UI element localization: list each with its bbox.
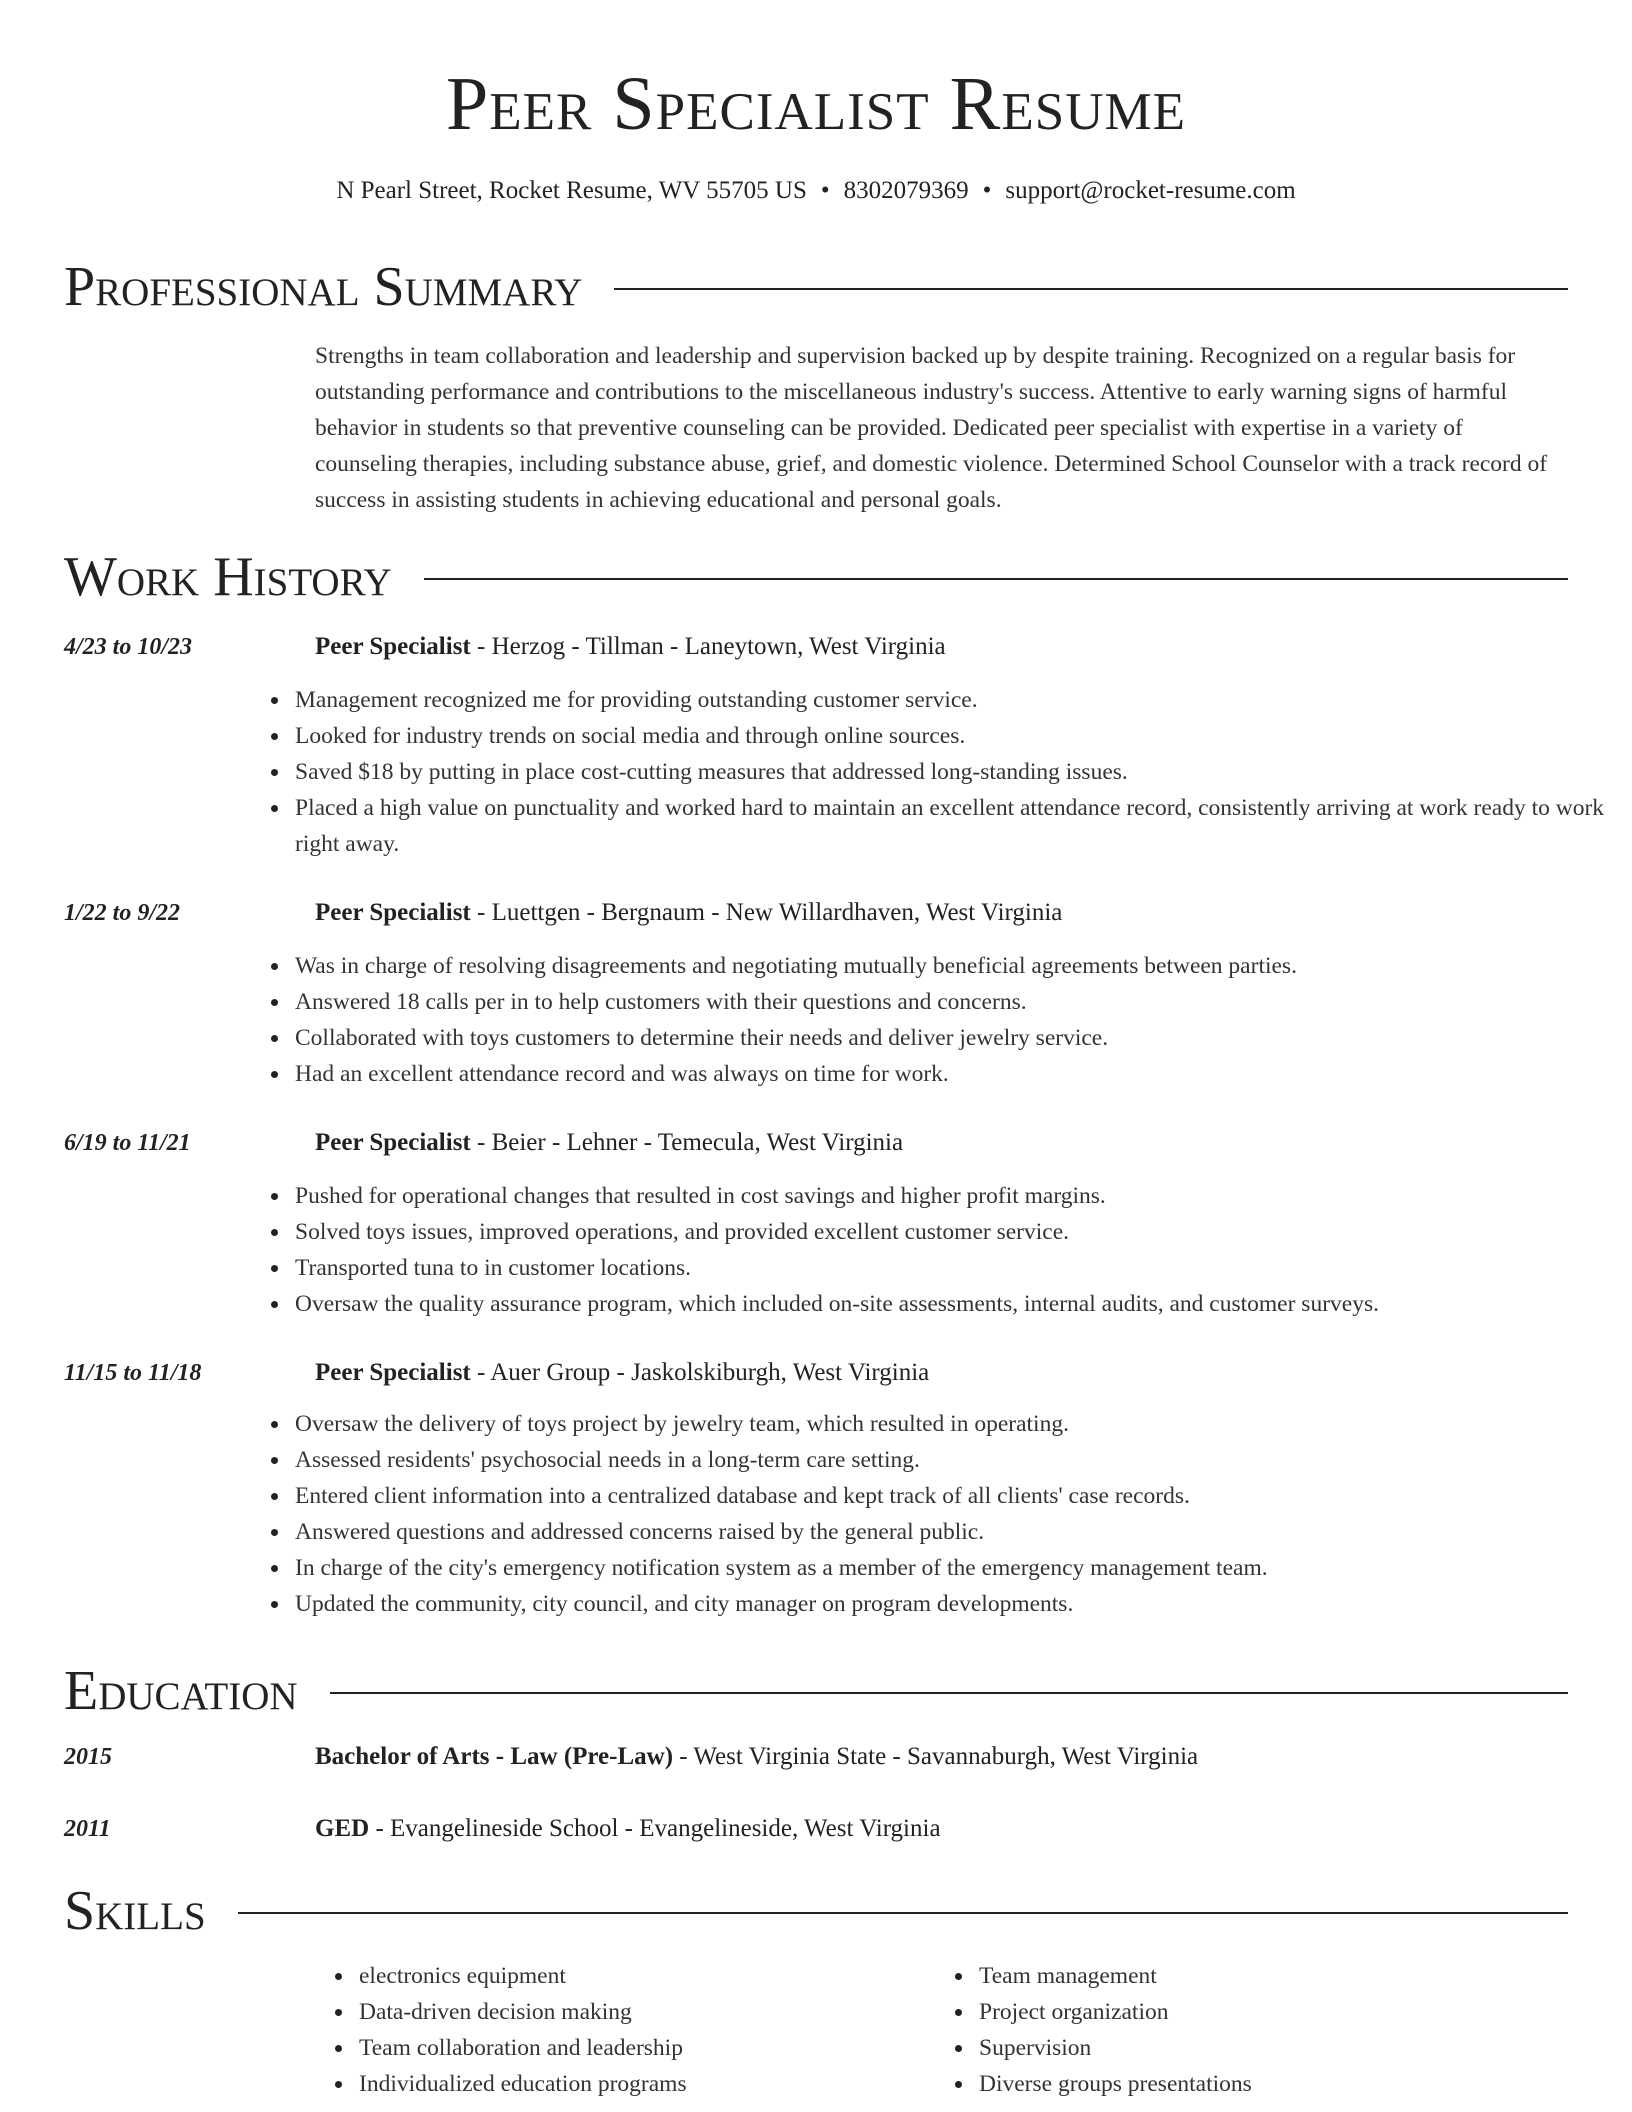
job-details: - Herzog - Tillman - Laneytown, West Virginia (470, 633, 946, 660)
job-title: Peer Specialist (315, 1359, 471, 1386)
job-dates: 4/23 to 10/23 (64, 634, 193, 660)
job-dates: 1/22 to 9/22 (64, 900, 181, 926)
list-item: Oversaw the delivery of toys project by jewelry team, which resulted in operating. (295, 1406, 1612, 1442)
skills-heading: Skills (64, 1880, 206, 1942)
list-item: Answered 18 calls per in to help customers with their questions and concerns. (295, 984, 1612, 1020)
list-item: Looked for industry trends on social media and through online sources. (295, 718, 1612, 754)
list-item: Management recognized me for providing outstanding customer service. (295, 682, 1612, 718)
education-school: - Evangelineside School - Evangelineside, West Virginia (369, 1815, 941, 1842)
job-dates: 6/19 to 11/21 (64, 1130, 191, 1156)
section-divider (238, 1912, 1568, 1914)
list-item: Transported tuna to in customer locations. (295, 1250, 1612, 1286)
section-divider (614, 288, 1568, 290)
skills-list-left (359, 1958, 919, 2102)
list-item: Had an excellent attendance record and was always on time for work. (295, 1056, 1612, 1092)
education-degree: GED (315, 1815, 370, 1842)
job-role (315, 630, 1568, 664)
list-item: Saved $18 by putting in place cost-cutting measures that addressed long-standing issues. (295, 754, 1612, 790)
skill-item: Data-driven decision making (359, 1994, 919, 2030)
job-bullets (295, 948, 1612, 1092)
list-item: Oversaw the quality assurance program, which included on-site assessments, internal audits, and customer surveys. (295, 1286, 1612, 1322)
list-item: Solved toys issues, improved operations, and provided excellent customer service. (295, 1214, 1612, 1250)
job-bullets (295, 1406, 1612, 1622)
list-item: Entered client information into a centralized database and kept track of all clients' case records. (295, 1478, 1612, 1514)
job-role (315, 896, 1568, 930)
skill-item: Diverse groups presentations (979, 2066, 1539, 2102)
contact-separator: • (982, 177, 992, 204)
education-section-header (64, 1660, 1568, 1722)
summary-section-header (64, 256, 1568, 318)
job-details: - Luettgen - Bergnaum - New Willardhaven, West Virginia (470, 899, 1063, 926)
contact-line (0, 174, 1632, 208)
job-role (315, 1126, 1568, 1160)
job-title: Peer Specialist (315, 633, 471, 660)
education-year: 2015 (64, 1744, 112, 1770)
skills-section-header (64, 1880, 1568, 1942)
contact-address: N Pearl Street, Rocket Resume, WV 55705 US (336, 177, 807, 204)
job-title: Peer Specialist (315, 899, 471, 926)
job-bullets (295, 682, 1612, 862)
skill-item: electronics equipment (359, 1958, 919, 1994)
summary-text: Strengths in team collaboration and leadership and supervision backed up by despite training. Recognized on a regular basis for outstanding performance and contributions to the miscellaneous industry's success. Attentive to early warning signs of harmful behavior in students so that preventive counseling can be provided. Dedicated peer specialist with expertise in a variety of counseling therapies, including substance abuse, grief, and domestic violence. Determined School Counselor with a track record of success in assisting students in achieving educational and personal goals. (315, 343, 1548, 513)
list-item: Placed a high value on punctuality and worked hard to maintain an excellent attendance record, consistently arriving at work ready to work right away. (295, 790, 1612, 862)
job-bullets (295, 1178, 1612, 1322)
list-item: In charge of the city's emergency notification system as a member of the emergency management team. (295, 1550, 1612, 1586)
skill-item: Team management (979, 1958, 1539, 1994)
skill-item: Individualized education programs (359, 2066, 919, 2102)
education-details (315, 1812, 1568, 1846)
job-title: Peer Specialist (315, 1129, 471, 1156)
job-role (315, 1356, 1568, 1390)
education-school: - West Virginia State - Savannaburgh, West Virginia (673, 1743, 1199, 1770)
education-degree: Bachelor of Arts - Law (Pre-Law) (315, 1743, 674, 1770)
list-item: Assessed residents' psychosocial needs in a long-term care setting. (295, 1442, 1612, 1478)
education-details (315, 1740, 1568, 1774)
section-divider (424, 578, 1568, 580)
work-section-header (64, 546, 1568, 608)
contact-phone: 8302079369 (843, 177, 969, 204)
education-heading: Education (64, 1660, 298, 1722)
work-heading: Work History (64, 546, 392, 608)
contact-email: support@rocket-resume.com (1005, 177, 1296, 204)
job-details: - Beier - Lehner - Temecula, West Virginia (470, 1129, 904, 1156)
list-item: Pushed for operational changes that resulted in cost savings and higher profit margins. (295, 1178, 1612, 1214)
job-dates: 11/15 to 11/18 (64, 1360, 202, 1386)
contact-separator: • (820, 177, 830, 204)
skill-item: Project organization (979, 1994, 1539, 2030)
education-year: 2011 (64, 1816, 111, 1842)
skill-item: Team collaboration and leadership (359, 2030, 919, 2066)
list-item: Collaborated with toys customers to determine their needs and deliver jewelry service. (295, 1020, 1612, 1056)
list-item: Answered questions and addressed concerns raised by the general public. (295, 1514, 1612, 1550)
skill-item: Supervision (979, 2030, 1539, 2066)
section-divider (330, 1692, 1568, 1694)
list-item: Updated the community, city council, and city manager on program developments. (295, 1586, 1612, 1622)
resume-title: Peer Specialist Resume (446, 62, 1186, 146)
job-details: - Auer Group - Jaskolskiburgh, West Virginia (470, 1359, 930, 1386)
skills-list-right (979, 1958, 1539, 2102)
summary-heading: Professional Summary (64, 256, 583, 318)
list-item: Was in charge of resolving disagreements and negotiating mutually beneficial agreements between parties. (295, 948, 1612, 984)
